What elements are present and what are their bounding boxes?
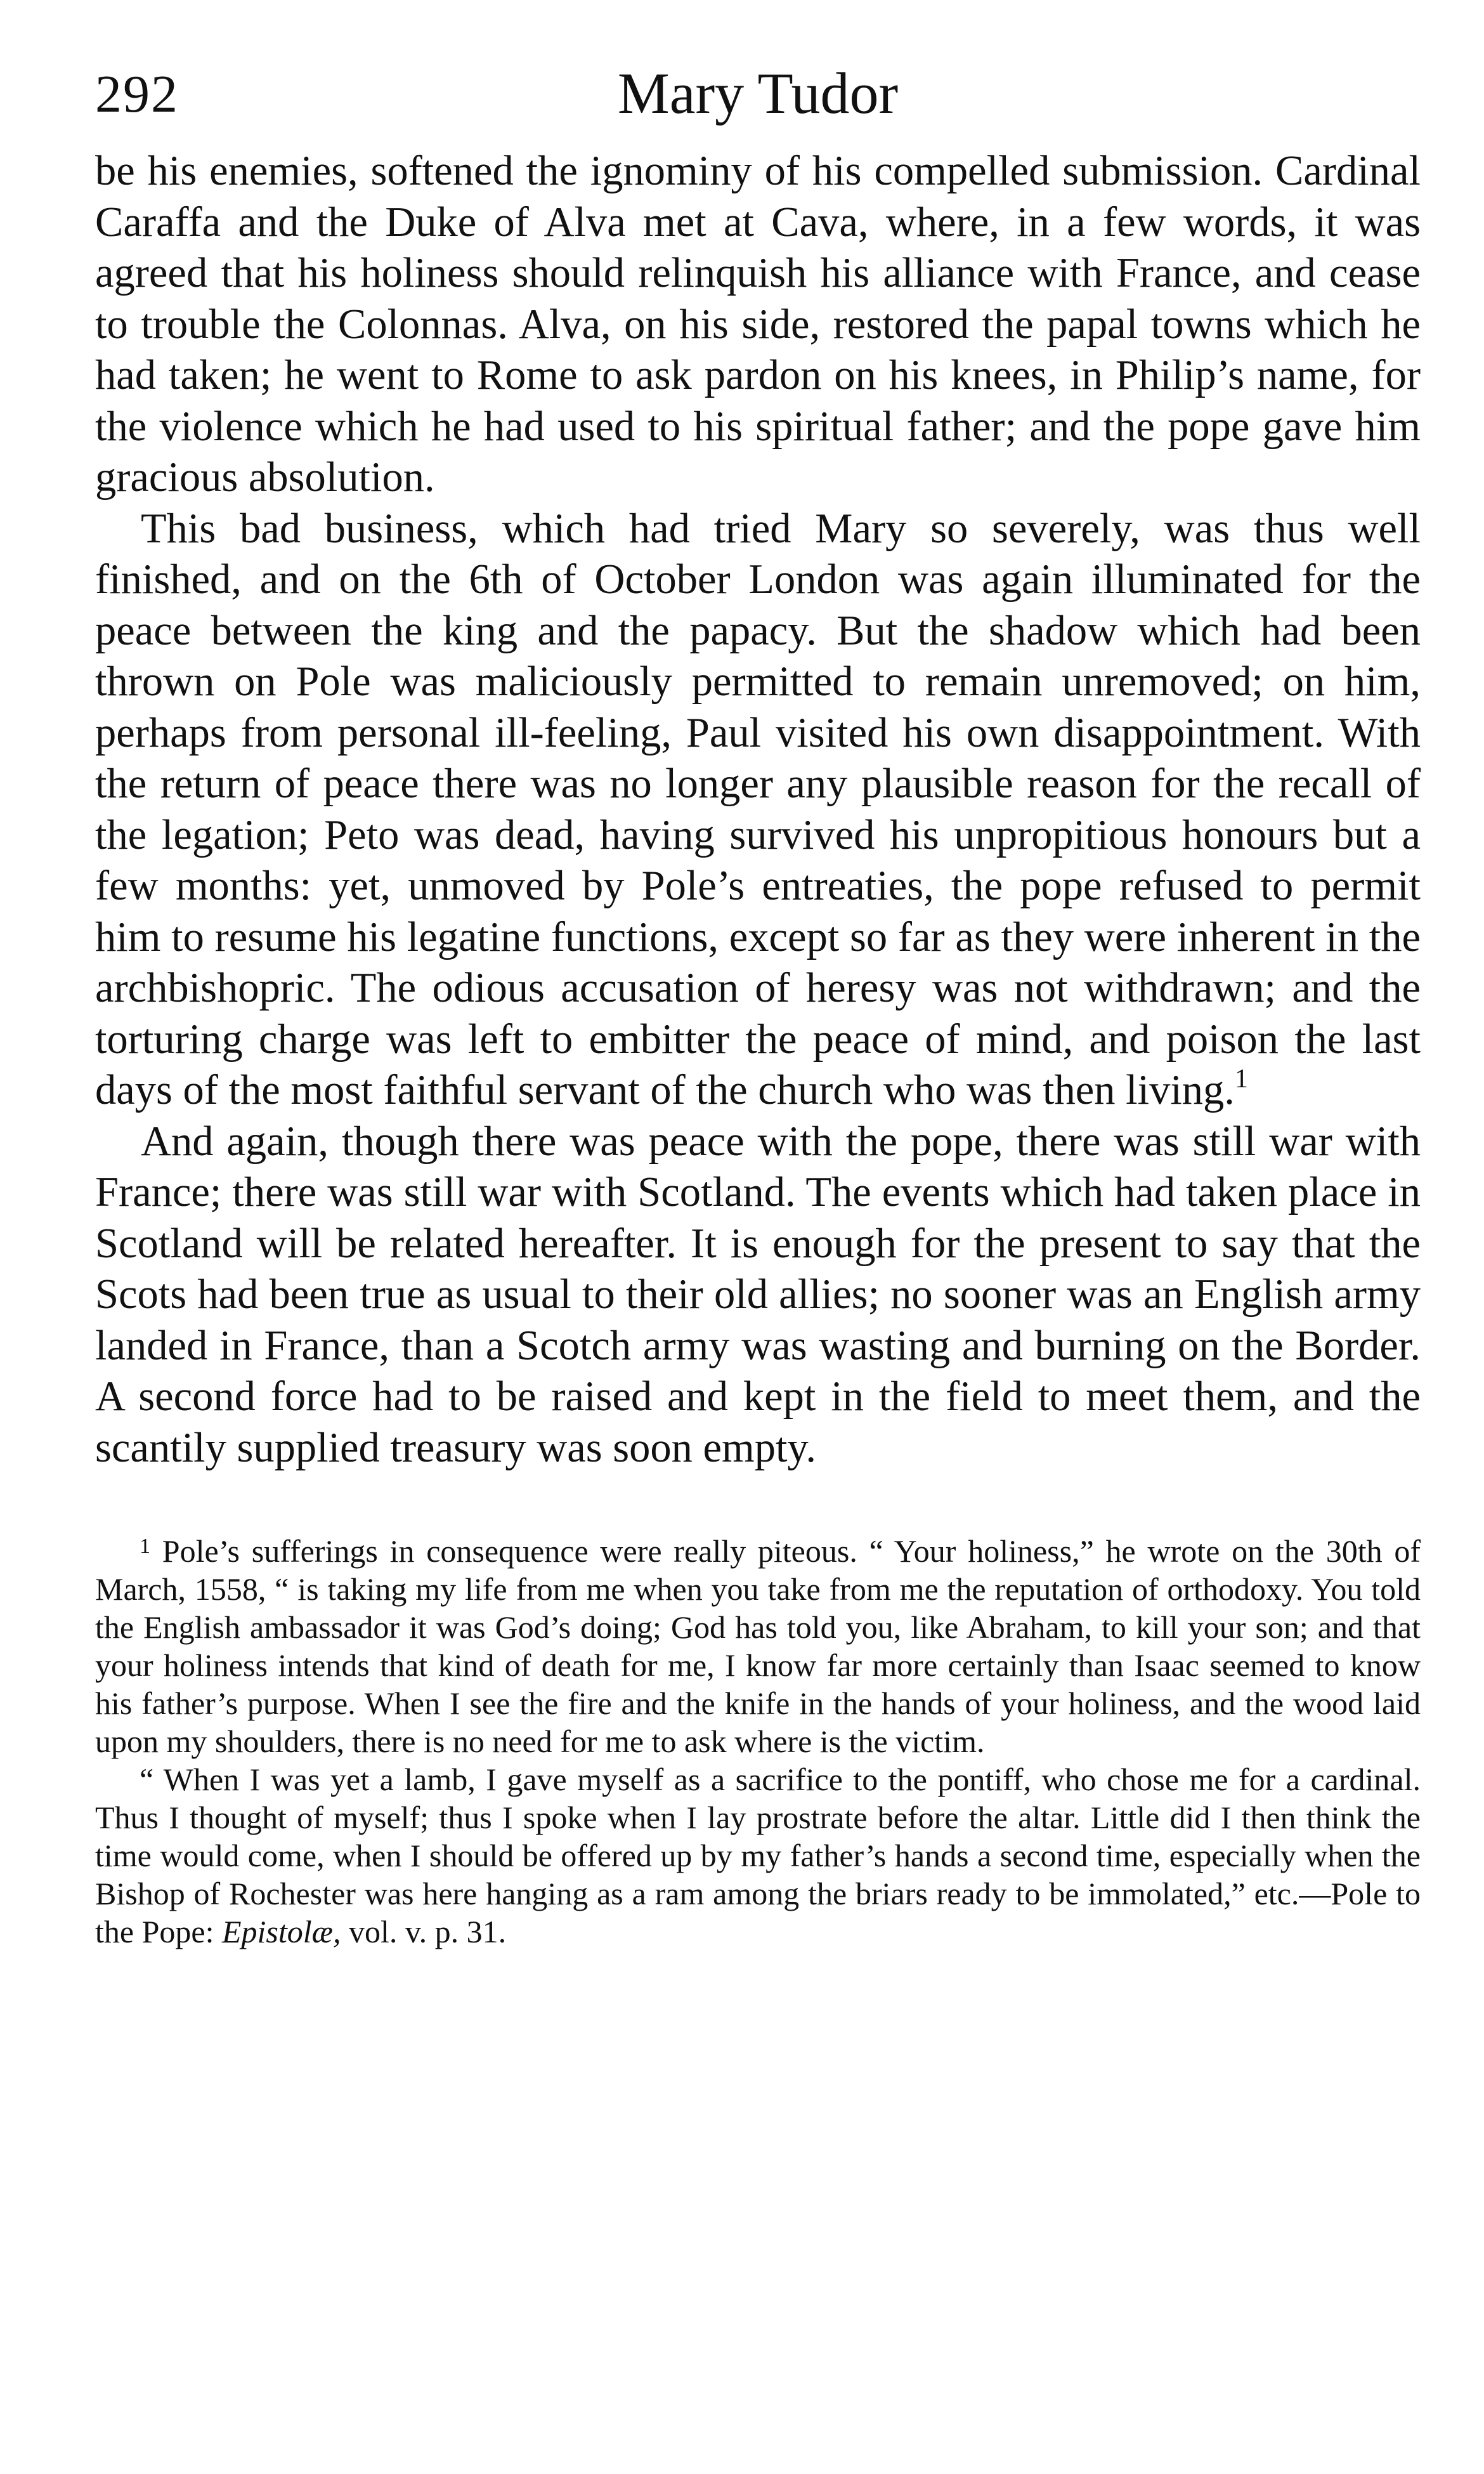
footnote-marker: 1	[140, 1535, 150, 1558]
footnote-1-para-1	[95, 1532, 1421, 1760]
footnotes	[95, 1532, 1421, 1951]
running-title: Mary Tudor	[617, 61, 899, 126]
footnote-reference[interactable]: 1	[1234, 1064, 1248, 1094]
page-number: 292	[95, 65, 179, 124]
footnote-1-para-1-text: Pole’s sufferings in consequence were really piteous. “ Your holiness,” he wrote on the 30th of March, 1558, “ is taking my life from me when you take from me the reputation of orthodoxy. You told the English ambassador it was God’s doing; God has told you, like Abraham, to kill your son; and that your holiness intends that kind of death for me, I know far more certainly than Isaac seemed to know his father’s purpose. When I see the fire and the knife in the hands of your holiness, and the wood laid upon my shoulders, there is no need for me to ask where is the victim.	[95, 1533, 1421, 1759]
page-header	[95, 51, 1421, 146]
footnote-1-para-2	[95, 1760, 1421, 1951]
footnote-source-ref: vol. v. p. 31.	[349, 1914, 507, 1949]
book-page	[95, 51, 1421, 1951]
paragraph-3: And again, though there was peace with the pope, there was still war with France; there was still war with Scotland. The events which had taken place in Scotland will be related hereafter. It is enough for the present to say that the Scots had been true as usual to their old allies; no sooner was an English army landed in France, than a Scotch army was wasting and burning on the Border. A second force had to be raised and kept in the field to meet them, and the scantily supplied treasury was soon empty.	[95, 1118, 1421, 1471]
paragraph-2	[95, 504, 1421, 1116]
main-text	[95, 146, 1421, 1474]
paragraph-2-text: This bad business, which had tried Mary so severely, was thus well finished, and on the 6th of October London was again illuminated for the peace between the king and the papacy. But the shadow which had been thrown on Pole was maliciously permitted to remain unremoved; on him, perhaps from personal ill-feeling, Paul visited his own disappointment. With the return of peace there was no longer any plausible reason for the recall of the legation; Peto was dead, having survived his unpropitious honours but a few months: yet, unmoved by Pole’s entreaties, the pope refused to permit him to resume his legatine functions, except so far as they were inherent in the archbishopric. The odious accusation of heresy was not withdrawn; and the torturing charge was left to embitter the peace of mind, and poison the last days of the most faithful servant of the church who was then living.	[95, 505, 1421, 1113]
footnote-source-title: Epistolæ,	[221, 1914, 341, 1949]
paragraph-1: be his enemies, softened the ignominy of his compelled submission. Cardinal Caraffa and the Duke of Alva met at Cava, where, in a few words, it was agreed that his holiness should relinquish his alliance with France, and cease to trouble the Colonnas. Alva, on his side, restored the papal towns which he had taken; he went to Rome to ask pardon on his knees, in Philip’s name, for the violence which he had used to his spiritual father; and the pope gave him gracious absolution.	[95, 148, 1421, 501]
footnote-1-para-2-text: “ When I was yet a lamb, I gave myself as a sacrifice to the pontiff, who chose me for a cardinal. Thus I thought of myself; thus I spoke when I lay prostrate before the altar. Little did I then think the time would come, when I should be offered up by my father’s hands a second time, especially when the Bishop of Rochester was here hanging as a ram among the briars ready to be immolated,” etc.—Pole to the Pope:	[95, 1762, 1421, 1949]
